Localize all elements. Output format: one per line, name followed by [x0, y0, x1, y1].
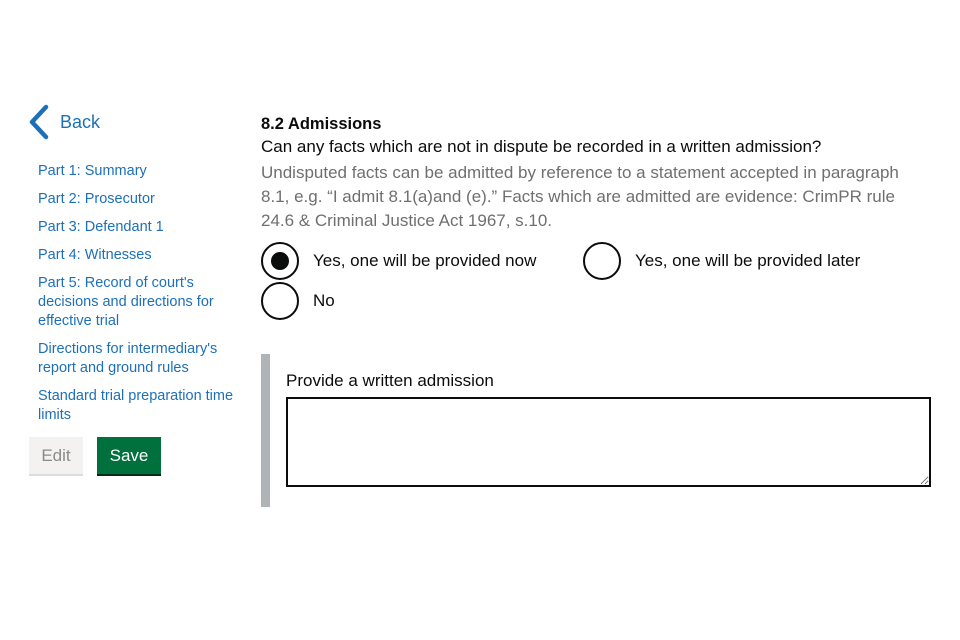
edit-button[interactable]: Edit: [29, 437, 83, 474]
nav-item-time-limits[interactable]: Standard trial preparation time limits: [38, 388, 234, 423]
conditional-reveal: [261, 354, 931, 507]
radio-label: Yes, one will be provided later: [635, 251, 861, 270]
nav-item-part-1[interactable]: Part 1: Summary: [38, 163, 147, 179]
chevron-left-icon: [28, 104, 50, 140]
radio-button[interactable]: [261, 282, 299, 320]
action-buttons: [29, 437, 243, 474]
radio-label: Yes, one will be provided now: [313, 251, 537, 270]
section-nav: [28, 162, 243, 425]
nav-item-part-4[interactable]: Part 4: Witnesses: [38, 247, 152, 263]
written-admission-label: Provide a written admission: [286, 371, 494, 390]
hint-text: Undisputed facts can be admitted by reference to a statement accepted in paragraph 8.1, e.g. “I admit 8.1(a)and (e).” Facts which are admitted are evidence: CrimPR rule 24.6 & Criminal Justice Act 1967, s.10.: [261, 163, 899, 230]
written-admission-textarea[interactable]: [286, 397, 931, 487]
nav-item-intermediary[interactable]: Directions for intermediary's report and ground rules: [38, 341, 218, 376]
radio-option-yes-later[interactable]: [583, 241, 860, 281]
nav-item-part-2[interactable]: Part 2: Prosecutor: [38, 191, 155, 207]
radio-label: No: [313, 291, 335, 310]
nav-item-part-5[interactable]: Part 5: Record of court's decisions and directions for effective trial: [38, 275, 214, 329]
nav-item-part-3[interactable]: Part 3: Defendant 1: [38, 219, 164, 235]
radio-option-no[interactable]: [261, 281, 921, 321]
radio-group: [261, 241, 921, 321]
back-label: Back: [60, 111, 101, 132]
question-text: Can any facts which are not in dispute be recorded in a written admission?: [261, 137, 822, 156]
radio-button-checked[interactable]: [261, 242, 299, 280]
admissions-form: [261, 114, 931, 321]
radio-option-yes-now[interactable]: [261, 241, 583, 281]
section-heading: 8.2 Admissions: [261, 115, 382, 133]
radio-button[interactable]: [583, 242, 621, 280]
back-link[interactable]: [28, 104, 243, 140]
save-button[interactable]: Save: [97, 437, 161, 474]
sidebar: [28, 104, 243, 474]
